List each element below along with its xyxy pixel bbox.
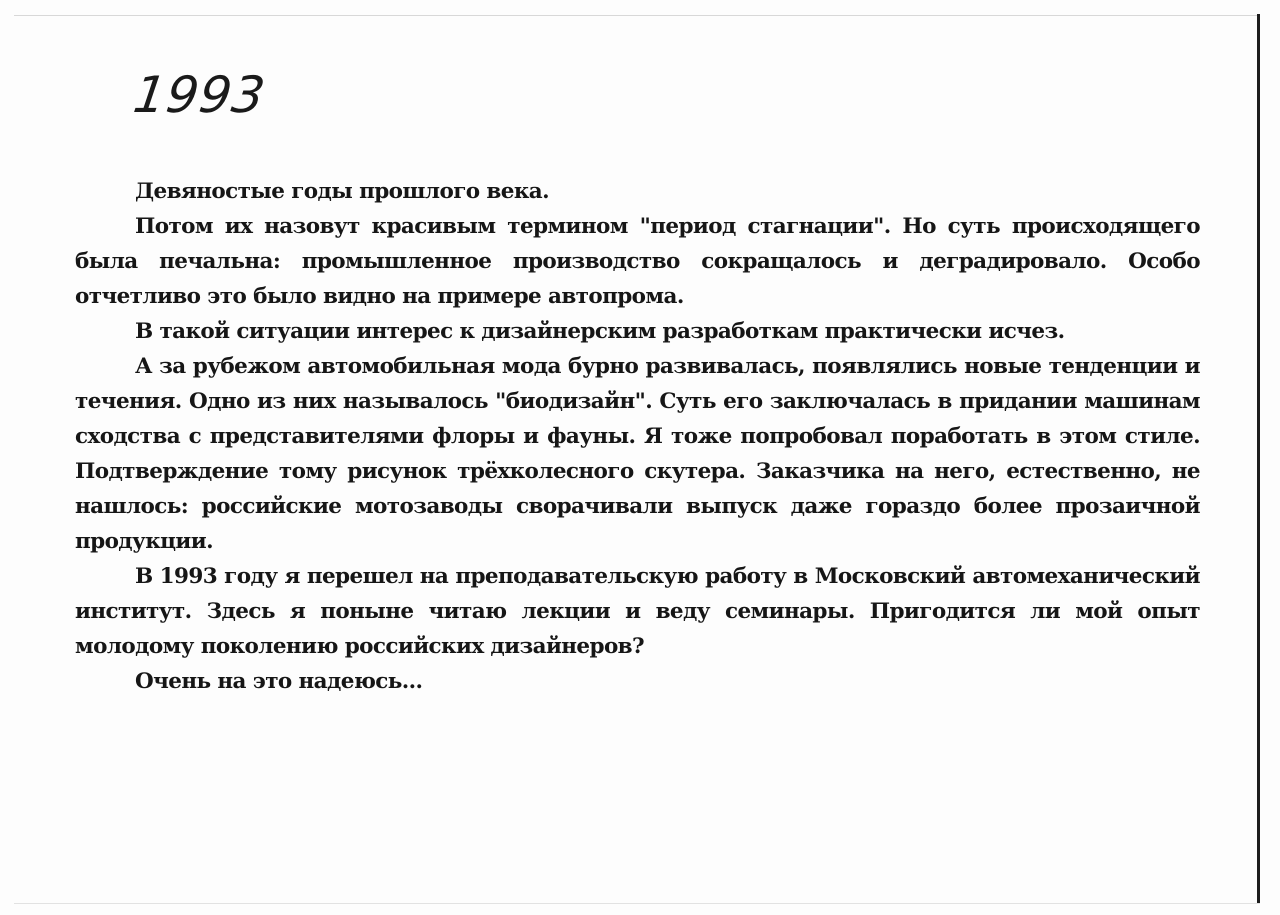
paragraph-6: Очень на это надеюсь... bbox=[135, 669, 423, 694]
paragraph-1: Девяностые годы прошлого века. bbox=[135, 179, 549, 204]
paragraph-3: В такой ситуации интерес к дизайнерским разработкам практически исчез. bbox=[135, 319, 1065, 344]
paragraph-4: А за рубежом автомобильная мода бурно развивалась, появлялись новые тенденции и течения. Одно из них называлось "биодизайн". Суть его заключалась в придании машинам сходства с представителями флоры и фауны. Я тоже попробовал поработать в этом стиле. Подтверждение тому рисунок трёхколесного скутера. Заказчика на него, естественно, не нашлось: российские мотозаводы сворачивали выпуск даже гораздо более прозаичной продукции. bbox=[75, 354, 1200, 554]
paragraph-2: Потом их назовут красивым термином "период стагнации". Но суть происходящего была печальна: промышленное производство сокращалось и деградировало. Особо отчетливо это было видно на примере автопрома. bbox=[75, 214, 1200, 309]
page-bottom-edge bbox=[14, 903, 1260, 904]
body-text bbox=[75, 174, 1200, 699]
paragraph-5: В 1993 году я перешел на преподавательскую работу в Московский автомеханический институт. Здесь я поныне читаю лекции и веду семинары. Пригодится ли мой опыт молодому поколению российских дизайнеров? bbox=[75, 564, 1200, 659]
year-heading: 1993 bbox=[129, 66, 270, 124]
page-top-edge bbox=[14, 15, 1260, 16]
page-right-edge bbox=[1257, 14, 1260, 904]
